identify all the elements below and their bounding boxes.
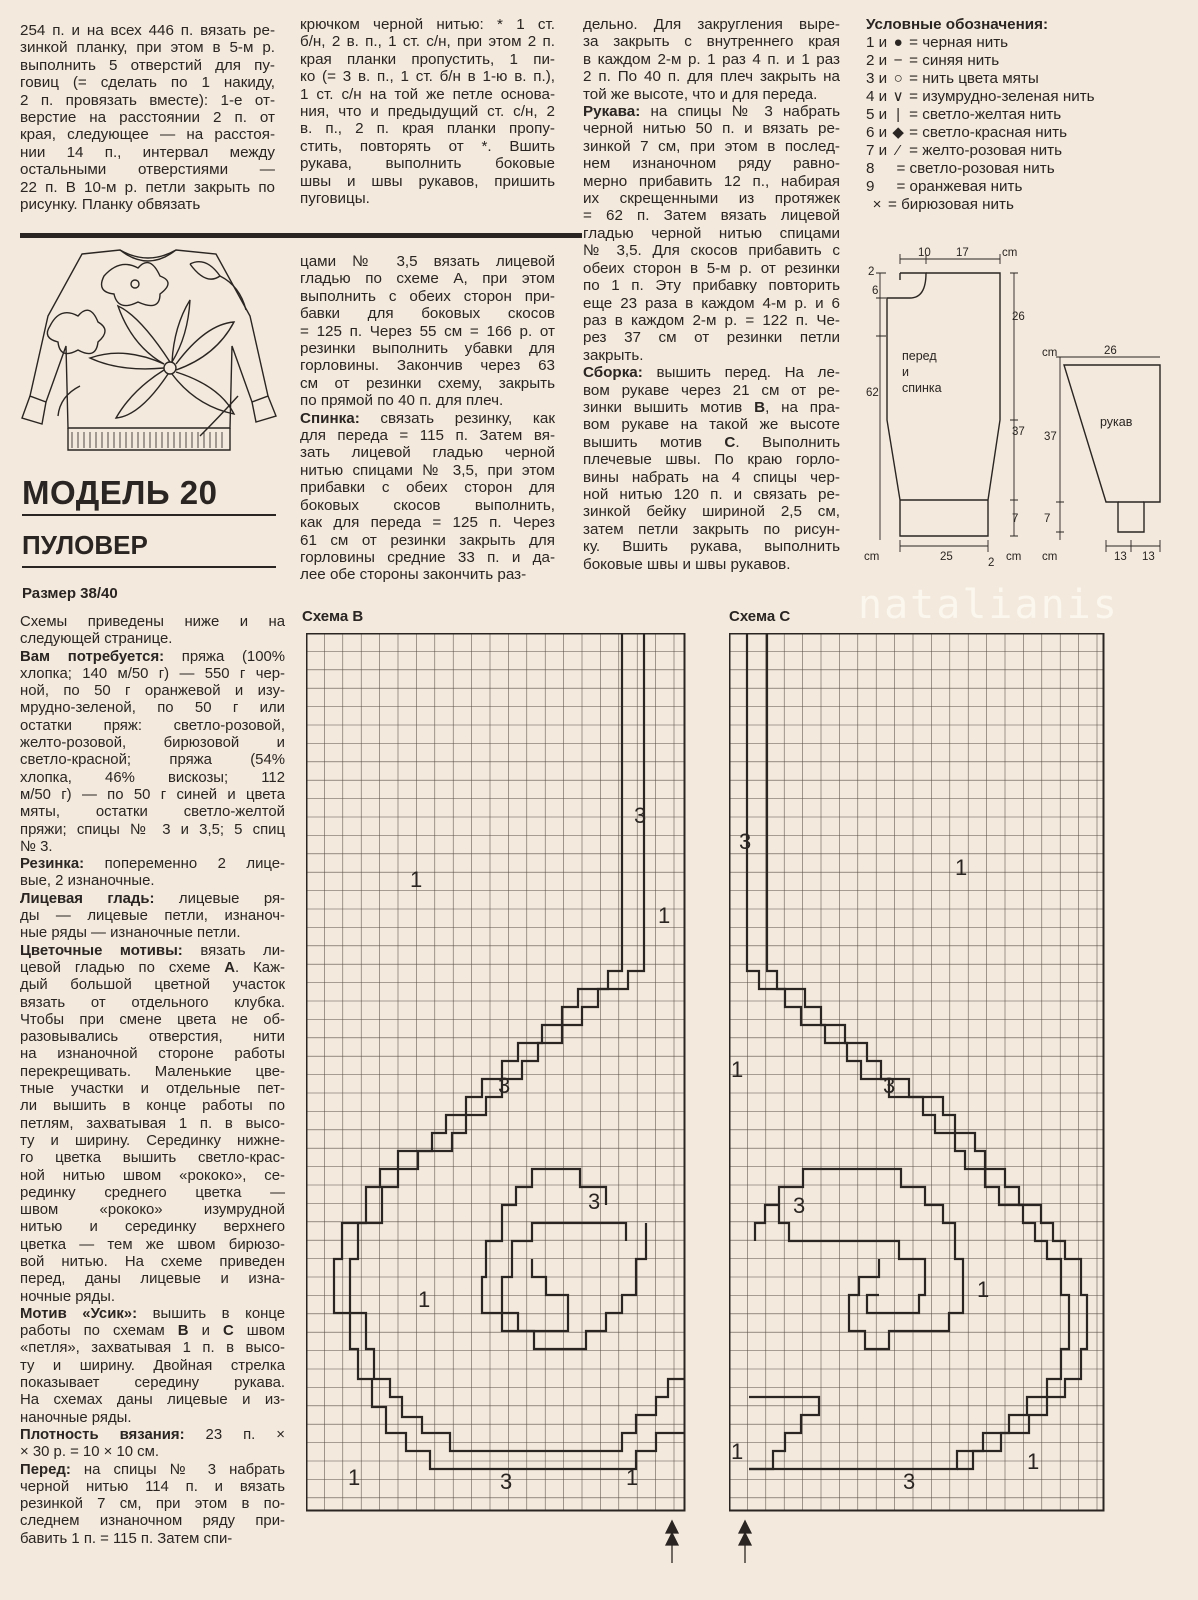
left-lines-line: ночные ряды. <box>20 1288 115 1305</box>
schema-c-spiral <box>779 1169 963 1349</box>
right-lines-line: ной нитью 120 п. и связать ре- <box>583 485 840 503</box>
top-left-lines-line: края, следующее — на расстоя- <box>20 126 275 144</box>
top-left-lines-line: выполнить 5 отверстий для пу- <box>20 56 275 74</box>
dim-sleeve-rib: 7 <box>1044 513 1051 525</box>
dim-body-length: 37 <box>1012 426 1025 438</box>
top-middle-lines-line: 1 ст. с/н на той же петле основа- <box>300 85 555 103</box>
top-left-lines-line: 22 п. В 10-м р. петли закрыть по <box>20 178 275 196</box>
schema-b-spiral <box>482 1169 646 1349</box>
legend-number: 1 и <box>866 34 888 51</box>
sleeve-label: рукав <box>1100 415 1133 429</box>
left-lines-line: ной, по 50 г оранжевой и изу- <box>20 683 285 700</box>
top-left-lines-line: 2 п. провязать вместе): 1-е от- <box>20 91 275 109</box>
left-lines-line: цевой гладью по схеме А. Каж- <box>20 959 285 976</box>
right-lines-line: зинки вышить мотив В, на пра- <box>583 398 840 416</box>
left-lines-line: Мотив «Усик»: вышить в конце <box>20 1305 285 1322</box>
legend-text: = светло-красная нить <box>909 124 1067 141</box>
model-title: МОДЕЛЬ 20 <box>22 474 218 511</box>
right-lines-line: Рукава: на спицы № 3 набрать <box>583 103 840 121</box>
schema-b-label-3c: 3 <box>588 1189 601 1214</box>
left-lines-line: дый большой цветной участок <box>20 977 285 994</box>
right-lines-line: вины набрать на 4 спицы чер- <box>583 468 840 486</box>
middle-lines-line: см от резинки схему, закрыть <box>300 374 555 392</box>
schema-c-chart <box>729 633 1111 1583</box>
left-lines-line: черной нитью 114 п. и вязать <box>20 1478 285 1495</box>
middle-lines-line: для переда = 115 п. Затем вя- <box>300 427 555 445</box>
legend-item <box>866 196 1095 214</box>
left-lines-line: вые, 2 изнаночные. <box>20 873 155 890</box>
dim-neck-width: 10 <box>918 247 931 259</box>
dim-edge: 2 <box>988 557 995 569</box>
schema-c-label-3b: 3 <box>883 1073 896 1098</box>
front-back-label-2: и <box>902 365 909 379</box>
left-lines-line: тные участки и отдельные пет- <box>20 1081 285 1098</box>
left-lines-line: ды — лицевые петли, изнаноч- <box>20 908 285 925</box>
legend-symbol-icon: ∨ <box>892 88 904 105</box>
legend-symbol-icon: ◆ <box>892 124 904 141</box>
right-lines-line: плечевые швы. По краю горло- <box>583 451 840 469</box>
legend-number: 2 и <box>866 52 888 69</box>
left-lines-line: хлопка, 46% вискозы; 112 <box>20 769 285 786</box>
left-lines-line: цветка — тем же швом бирюзо- <box>20 1236 285 1253</box>
top-middle-lines-line: стить, повторять от *. Вшить <box>300 137 555 155</box>
schema-b-outer-line <box>334 633 684 1469</box>
right-lines-line: № 3,5. Для скосов прибавить с <box>583 242 840 260</box>
right-lines-line: 2 п. По 40 п. для плеч закрыть на <box>583 68 840 86</box>
left-lines-line: петлям, захватывая 1 п. в высо- <box>20 1115 285 1132</box>
left-lines-line: мяты, остатки светло-желтой <box>20 804 285 821</box>
right-lines-line: затем петли закрыть по рисун- <box>583 520 840 538</box>
dim-unit-sleeve: cm <box>1042 347 1058 359</box>
schema-c-title: Схема С <box>729 608 791 625</box>
left-lines-line: нитью и серединку верхнего <box>20 1219 285 1236</box>
left-lines-line: мрудно-зеленой, по 50 г или <box>20 700 285 717</box>
crochet-text-column <box>300 16 555 207</box>
product-title: ПУЛОВЕР <box>22 530 148 560</box>
top-left-lines-line: верстие на расстоянии 2 п. от <box>20 109 275 127</box>
left-lines-line: Лицевая гладь: лицевые ря- <box>20 890 285 907</box>
top-left-lines-line: говиц (= сделать по 1 накиду, <box>20 74 275 92</box>
left-lines-line: наночные ряды. <box>20 1409 132 1426</box>
legend-number: 4 и <box>866 88 888 105</box>
legend-text: = изумрудно-зеленая нить <box>909 88 1095 105</box>
legend-number: 6 и <box>866 124 888 141</box>
middle-lines-line: горловины. Закончив через 63 <box>300 357 555 375</box>
top-left-lines-line: рисунку. Планку обвязать <box>20 196 201 214</box>
title-rule-bottom <box>22 566 276 568</box>
top-middle-lines-line: рукава, выполнить боковые <box>300 155 555 173</box>
left-lines-line: вязать от отдельного клубка. <box>20 994 285 1011</box>
schema-b-label-3b: 3 <box>498 1073 511 1098</box>
left-lines-line: на изнаночной стороне работы <box>20 1046 285 1063</box>
legend-item <box>866 70 1095 88</box>
legend-item <box>866 88 1095 106</box>
right-lines-line: в каждом 2-м р. 1 раз 4 п. и 1 раз <box>583 50 840 68</box>
schema-c-center-arrow <box>739 1521 751 1563</box>
front-back-label-1: перед <box>902 349 937 363</box>
dim-sleeve-cuff-left: 13 <box>1114 551 1127 563</box>
right-lines-line: еще 23 раза в каждом 4-м р. и 6 <box>583 294 840 312</box>
legend-number: 9 <box>866 178 875 195</box>
right-lines-line: обеих сторон в 5-м р. от резинки <box>583 259 840 277</box>
middle-lines-line: как для переда = 125 п. Через <box>300 514 555 532</box>
middle-lines-line: горловины средние 33 п. и да- <box>300 548 555 566</box>
left-lines-line: следнем изнаночном ряду при- <box>20 1513 285 1530</box>
watermark: natalianis <box>858 582 1119 628</box>
legend-text: = черная нить <box>909 34 1009 51</box>
dim-unit-sleeve-bottom: cm <box>1042 551 1058 563</box>
dim-unit-bottom-mid: cm <box>1006 551 1022 563</box>
legend-symbol-icon: − <box>893 52 903 69</box>
left-lines-line: Чтобы при смене цвета не об- <box>20 1011 285 1028</box>
legend-item <box>866 178 1095 196</box>
title-rule-top <box>22 514 276 516</box>
schema-b-chart <box>306 633 686 1583</box>
right-lines-line: зинкой 7 см, при этом в послед- <box>583 137 840 155</box>
dim-rib-height: 7 <box>1012 513 1019 525</box>
schema-c-spiral-inner <box>755 1205 925 1313</box>
schema-c-label-1a: 1 <box>955 855 968 880</box>
schema-c-label-3a: 3 <box>739 829 752 854</box>
left-lines-line: следующей странице. <box>20 631 173 648</box>
left-lines-line: м/50 г) — по 50 г синей и цвета <box>20 786 285 803</box>
right-lines-line: рез 37 см от резинки петли <box>583 329 840 347</box>
schema-c-outer-line <box>747 633 1069 1469</box>
front-back-label <box>902 349 942 395</box>
left-lines-line: Плотность вязания: 23 п. × <box>20 1426 286 1443</box>
legend-symbol-icon: ● <box>893 34 903 51</box>
schema-b-center-arrow <box>666 1521 678 1563</box>
right-lines-line: вышить мотив С. Выполнить <box>583 433 840 451</box>
pattern-schematic <box>860 240 1198 570</box>
schema-b-label-1c: 1 <box>418 1287 431 1312</box>
legend-text: = светло-желтая нить <box>909 106 1062 123</box>
right-lines-line: ку. Вшить рукава, выполнить <box>583 538 840 556</box>
left-lines-line: ные ряды — изнаночные петли. <box>20 925 241 942</box>
legend-text: = нить цвета мяты <box>909 70 1039 87</box>
left-lines-line: желто-розовой, бирюзовой и <box>20 735 285 752</box>
left-lines-line: На схемах даны лицевые и из- <box>20 1392 285 1409</box>
legend-item <box>866 142 1095 160</box>
left-lines-line: ту и ширину. Серединку нижне- <box>20 1132 285 1149</box>
left-lines-line: № 3. <box>20 838 53 855</box>
dim-shoulder-width: 17 <box>956 247 969 259</box>
schema-b-label-1b: 1 <box>658 903 671 928</box>
legend-item <box>866 124 1095 142</box>
legend-items <box>866 34 1095 214</box>
middle-lines-line: = 125 п. Через 55 см = 166 р. от <box>300 322 555 340</box>
left-lines-line: Цветочные мотивы: вязать ли- <box>20 942 286 959</box>
middle-lines-line: резинки выполнить убавки для <box>300 340 555 358</box>
right-lines-line: зинкой бейку шириной 2,5 см, <box>583 503 840 521</box>
right-lines-line: гладью черной нитью спицами <box>583 224 840 242</box>
legend-text: = оранжевая нить <box>896 178 1023 195</box>
schema-b-label-1a: 1 <box>410 867 423 892</box>
left-lines-line: ли вышить в конце работы по <box>20 1098 285 1115</box>
right-lines-line: вом рукаве через 21 см от ре- <box>583 381 840 399</box>
left-lines-line: светло-красной; пряжа (54% <box>20 752 285 769</box>
schema-c-label-3d: 3 <box>903 1469 916 1494</box>
left-lines-line: вой нитью. На схеме приведен <box>20 1253 285 1270</box>
left-lines-line: показывает середину рукава. <box>20 1375 285 1392</box>
left-lines-line: перекрещивать. Маленькие цве- <box>20 1063 285 1080</box>
schema-c-label-1c: 1 <box>977 1277 990 1302</box>
top-middle-lines-line: края планки пропустить, 1 пи- <box>300 50 555 68</box>
top-left-lines-line: зинкой планку, при этом в 5-м р. <box>20 39 275 57</box>
legend-number: 3 и <box>866 70 888 87</box>
sleeve-outline <box>1064 365 1160 532</box>
middle-lines-line: Спинка: связать резинку, как <box>300 409 555 427</box>
left-lines-line: перед, даны лицевые и изна- <box>20 1271 285 1288</box>
left-lines-line: ной нитью швом «рококо», се- <box>20 1167 285 1184</box>
schema-c-inner-line <box>767 633 1087 1469</box>
top-left-lines-line: нии 14 п., интервал между <box>20 143 275 161</box>
middle-lines-line: цами № 3,5 вязать лицевой <box>300 253 555 270</box>
legend-symbol-icon: ⁄ <box>896 142 900 159</box>
legend-item <box>866 34 1095 52</box>
schema-c-label-1b: 1 <box>731 1057 744 1082</box>
legend-item <box>866 106 1095 124</box>
right-lines-line: по 1 п. Эту прибавку повторить <box>583 277 840 295</box>
right-lines-line: мерно прибавить 12 п., набирая <box>583 172 840 190</box>
legend-item <box>866 52 1095 70</box>
middle-lines-line: бавки для боковых скосов <box>300 305 555 323</box>
left-lines-line: «петля», захватывая 1 п. в высо- <box>20 1340 285 1357</box>
legend-number: 5 и <box>866 106 888 123</box>
middle-lines-line: зать лицевой гладью черной <box>300 444 555 462</box>
left-lines-line: Резинка: попеременно 2 лице- <box>20 856 285 873</box>
dim-sleeve-length: 37 <box>1044 431 1057 443</box>
left-lines-line: Перед: на спицы № 3 набрать <box>20 1461 285 1478</box>
sleeve-assembly-text-column <box>583 16 840 573</box>
legend-text: = синяя нить <box>909 52 1000 69</box>
left-lines-line: Схемы приведены ниже и на <box>20 614 285 630</box>
left-lines-line: рединку среднего цветка — <box>20 1184 285 1201</box>
left-lines-line: швом «рококо» изумрудной <box>20 1202 285 1219</box>
dim-neck-depth-back: 2 <box>868 266 875 278</box>
dim-armhole: 26 <box>1012 311 1025 323</box>
right-lines-line: вом рукаве на такой же высоте <box>583 416 840 434</box>
schema-b-label-1e: 1 <box>626 1465 639 1490</box>
dim-half-width: 25 <box>940 551 953 563</box>
legend-symbol-icon: ○ <box>893 70 903 87</box>
left-lines-line: разовывались отверстия, нити <box>20 1029 285 1046</box>
right-lines-line: за закрыть с внутреннего края <box>583 33 840 51</box>
middle-lines-line: боковых скосов выполнить, <box>300 496 555 514</box>
materials-text-column <box>20 614 285 1548</box>
legend-symbol-icon: | <box>896 106 901 123</box>
dim-neck-depth-front: 6 <box>872 285 879 297</box>
middle-lines-line: нитью спицами № 3,5, при этом <box>300 461 555 479</box>
left-lines-line: ту и ширину. Двойная стрелка <box>20 1357 285 1374</box>
middle-lines-line: прибавки с обеих сторон для <box>300 479 555 497</box>
left-lines-line: резинкой 7 см, при этом в по- <box>20 1496 285 1513</box>
legend-number: 8 <box>866 160 875 177</box>
middle-lines-line: лее обе стороны закончить раз- <box>300 566 527 584</box>
legend-text: = светло-розовая нить <box>896 160 1055 177</box>
schema-c-label-1e: 1 <box>1027 1449 1040 1474</box>
right-lines-line: раз в каждом 2-м р. = 122 п. Че- <box>583 311 840 329</box>
size-label: Размер 38/40 <box>22 585 118 602</box>
right-lines-line: их скрещенными из протяжек <box>583 190 840 208</box>
dim-unit-top: cm <box>1002 247 1018 259</box>
top-middle-lines-line: в. п., 2 п. края планки пропу- <box>300 120 555 138</box>
schema-b-title: Схема В <box>302 608 364 625</box>
front-piece-outline <box>900 273 926 298</box>
top-middle-lines-line: ния, что и предыдущий ст. с/н, 2 <box>300 103 555 121</box>
right-lines-line: закрыть. <box>583 346 644 364</box>
legend-item <box>866 160 1095 178</box>
dim-total-length: 62 <box>866 387 879 399</box>
schema-b-label-1d: 1 <box>348 1465 361 1490</box>
schema-c-label-3c: 3 <box>793 1193 806 1218</box>
left-lines-line: × 30 р. = 10 × 10 см. <box>20 1444 159 1461</box>
schema-b-label-3a: 3 <box>634 803 647 828</box>
top-middle-lines-line: б/н, 2 в. п., 1 ст. с/н, при этом 2 п. <box>300 33 555 51</box>
schema-c-label-1d: 1 <box>731 1439 744 1464</box>
left-lines-line: Вам потребуется: пряжа (100% <box>20 648 285 665</box>
left-lines-line: остатки пряж: светло-розовой, <box>20 717 285 734</box>
dim-sleeve-cuff-right: 13 <box>1142 551 1155 563</box>
left-lines-line: бавить 1 п. = 115 п. Затем спи- <box>20 1530 233 1547</box>
sweater-illustration <box>20 246 278 468</box>
top-left-lines-line: остальными отверстиями — <box>20 161 275 179</box>
front-back-label-3: спинка <box>902 381 942 395</box>
legend-number: 7 и <box>866 142 888 159</box>
legend-title: Условные обозначения: <box>866 16 1049 33</box>
section-divider <box>20 233 582 238</box>
middle-lines-line: по прямой по 40 п. для плеч. <box>300 392 504 410</box>
schema-b-label-3d: 3 <box>500 1469 513 1494</box>
top-middle-lines-line: швы и швы рукавов, пришить <box>300 172 555 190</box>
front-back-text-column <box>300 253 555 584</box>
legend-text: = желто-розовая нить <box>909 142 1062 159</box>
right-lines-line: Сборка: вышить перед. На ле- <box>583 364 840 382</box>
top-middle-lines-line: пуговицы. <box>300 190 370 208</box>
right-lines-line: черной нитью 50 п. и вязать ре- <box>583 120 840 138</box>
right-lines-line: той же высоте, что и для переда. <box>583 85 818 103</box>
middle-lines-line: 61 см от резинки закрыть для <box>300 531 555 549</box>
legend-symbol-icon: × <box>872 196 882 213</box>
legend <box>866 16 1095 214</box>
middle-lines-line: гладью по схеме А, при этом <box>300 270 555 288</box>
intro-text-column <box>20 22 275 213</box>
middle-lines-line: выполнить с обеих сторон при- <box>300 287 555 305</box>
left-lines-line: го цветка вышить светло-крас- <box>20 1150 285 1167</box>
left-lines-line: хлопка; 140 м/50 г) — 550 г чер- <box>20 665 285 682</box>
right-lines-line: боковые швы и швы рукавов. <box>583 555 791 573</box>
right-lines-line: дельно. Для закругления выре- <box>583 16 840 33</box>
top-middle-lines-line: крючком черной нитью: * 1 ст. <box>300 16 555 33</box>
top-middle-lines-line: ко (= 3 в. п., 1 ст. б/н в 1-ю в. п.), <box>300 68 555 86</box>
dim-unit-bottom-left: cm <box>864 551 880 563</box>
left-lines-line: работы по схемам В и С швом <box>20 1323 285 1340</box>
right-lines-line: нем изнаночном ряду равно- <box>583 155 840 173</box>
right-lines-line: = 62 п. Затем вязать лицевой <box>583 207 840 225</box>
legend-text: = бирюзовая нить <box>888 196 1014 213</box>
top-left-lines-line: 254 п. и на всех 446 п. вязать ре- <box>20 22 275 39</box>
dim-sleeve-top: 26 <box>1104 345 1117 357</box>
left-lines-line: пряжи; спицы № 3 и 3,5; 5 спиц <box>20 821 285 838</box>
